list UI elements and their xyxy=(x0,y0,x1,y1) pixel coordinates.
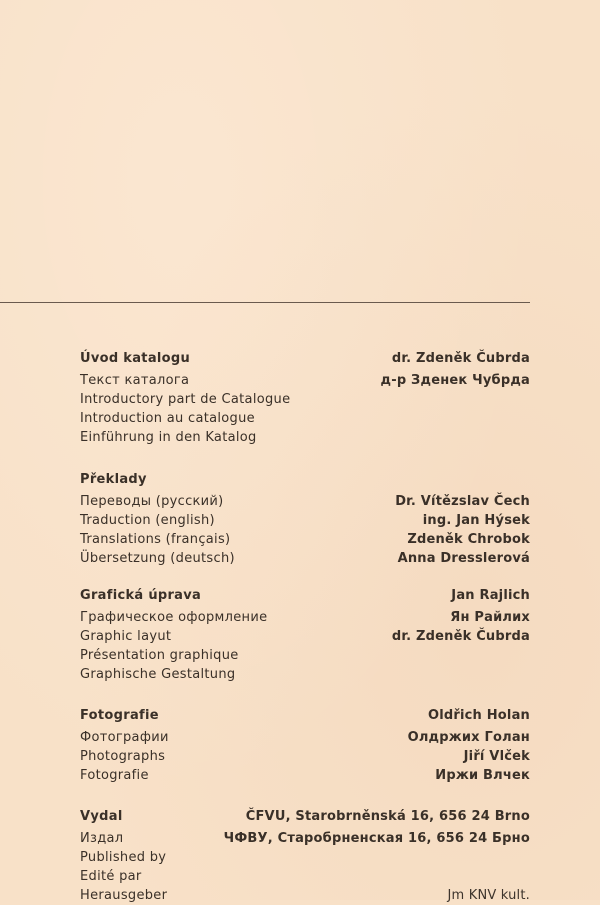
row-label: Published by xyxy=(80,850,167,865)
credit-row xyxy=(80,492,530,511)
credit-row xyxy=(80,766,530,785)
section-credit: Oldřich Holan xyxy=(427,708,530,723)
row-credit: Jiří Vlček xyxy=(463,749,530,764)
row-label: Текст каталога xyxy=(80,373,190,388)
row-credit: Zdeněk Chrobok xyxy=(407,532,530,547)
horizontal-rule xyxy=(0,302,530,303)
section-title: Grafická úprava xyxy=(80,588,202,603)
credit-row xyxy=(80,728,530,747)
row-label: Herausgeber xyxy=(80,888,168,903)
row-label: Translations (français) xyxy=(80,532,231,547)
credit-row xyxy=(80,409,530,428)
row-label: Übersetzung (deutsch) xyxy=(80,551,235,566)
row-credit: dr. Zdeněk Čubrda xyxy=(391,629,530,644)
credit-row xyxy=(80,829,530,848)
row-label: Издал xyxy=(80,831,124,846)
section-title: Překlady xyxy=(80,472,147,487)
row-credit: Иржи Влчек xyxy=(435,768,530,783)
row-credit: Jm KNV kult. xyxy=(447,888,530,903)
credit-row xyxy=(80,608,530,627)
credit-row xyxy=(80,848,530,867)
section-graphic-design xyxy=(80,586,530,684)
row-credit: д-р Зденек Чубрда xyxy=(380,373,530,388)
row-credit: Ян Райлих xyxy=(450,610,530,625)
row-credit: ing. Jan Hýsek xyxy=(422,513,530,528)
row-label: Photographs xyxy=(80,749,166,764)
row-label: Présentation graphique xyxy=(80,648,239,663)
section-header xyxy=(80,586,530,608)
row-label: Графическое оформление xyxy=(80,610,268,625)
section-translations xyxy=(80,470,530,568)
row-label: Einführung in den Katalog xyxy=(80,430,257,445)
row-credit: Anna Dresslerová xyxy=(397,551,530,566)
row-label: Graphic layut xyxy=(80,629,172,644)
row-credit: Dr. Vítězslav Čech xyxy=(395,494,530,509)
row-label: Introduction au catalogue xyxy=(80,411,255,426)
section-header xyxy=(80,349,530,371)
section-title: Vydal xyxy=(80,809,123,824)
section-publisher xyxy=(80,807,530,905)
section-credit: ČFVU, Starobrněnská 16, 656 24 Brno xyxy=(245,809,530,824)
section-credit: dr. Zdeněk Čubrda xyxy=(391,351,530,366)
row-label: Traduction (english) xyxy=(80,513,215,528)
credit-row xyxy=(80,886,530,905)
row-label: Переводы (русский) xyxy=(80,494,224,509)
section-header xyxy=(80,706,530,728)
row-label: Graphische Gestaltung xyxy=(80,667,236,682)
row-label: Фотографии xyxy=(80,730,169,745)
credit-row xyxy=(80,371,530,390)
row-label: Fotografie xyxy=(80,768,149,783)
section-credit: Jan Rajlich xyxy=(451,588,530,603)
credit-row xyxy=(80,747,530,766)
row-credit: ЧФВУ, Старобрненская 16, 656 24 Брно xyxy=(223,831,530,846)
section-header xyxy=(80,807,530,829)
credit-row xyxy=(80,646,530,665)
section-photography xyxy=(80,706,530,785)
credit-row xyxy=(80,867,530,886)
credit-row xyxy=(80,627,530,646)
section-header xyxy=(80,470,530,492)
row-credit: Олдржих Голан xyxy=(407,730,530,745)
section-introduction xyxy=(80,349,530,447)
row-label: Edité par xyxy=(80,869,142,884)
credit-row xyxy=(80,549,530,568)
credit-row xyxy=(80,530,530,549)
credit-row xyxy=(80,428,530,447)
credit-row xyxy=(80,511,530,530)
section-title: Fotografie xyxy=(80,708,159,723)
credit-row xyxy=(80,665,530,684)
row-label: Introductory part de Catalogue xyxy=(80,392,291,407)
section-title: Úvod katalogu xyxy=(80,351,191,366)
credit-row xyxy=(80,390,530,409)
